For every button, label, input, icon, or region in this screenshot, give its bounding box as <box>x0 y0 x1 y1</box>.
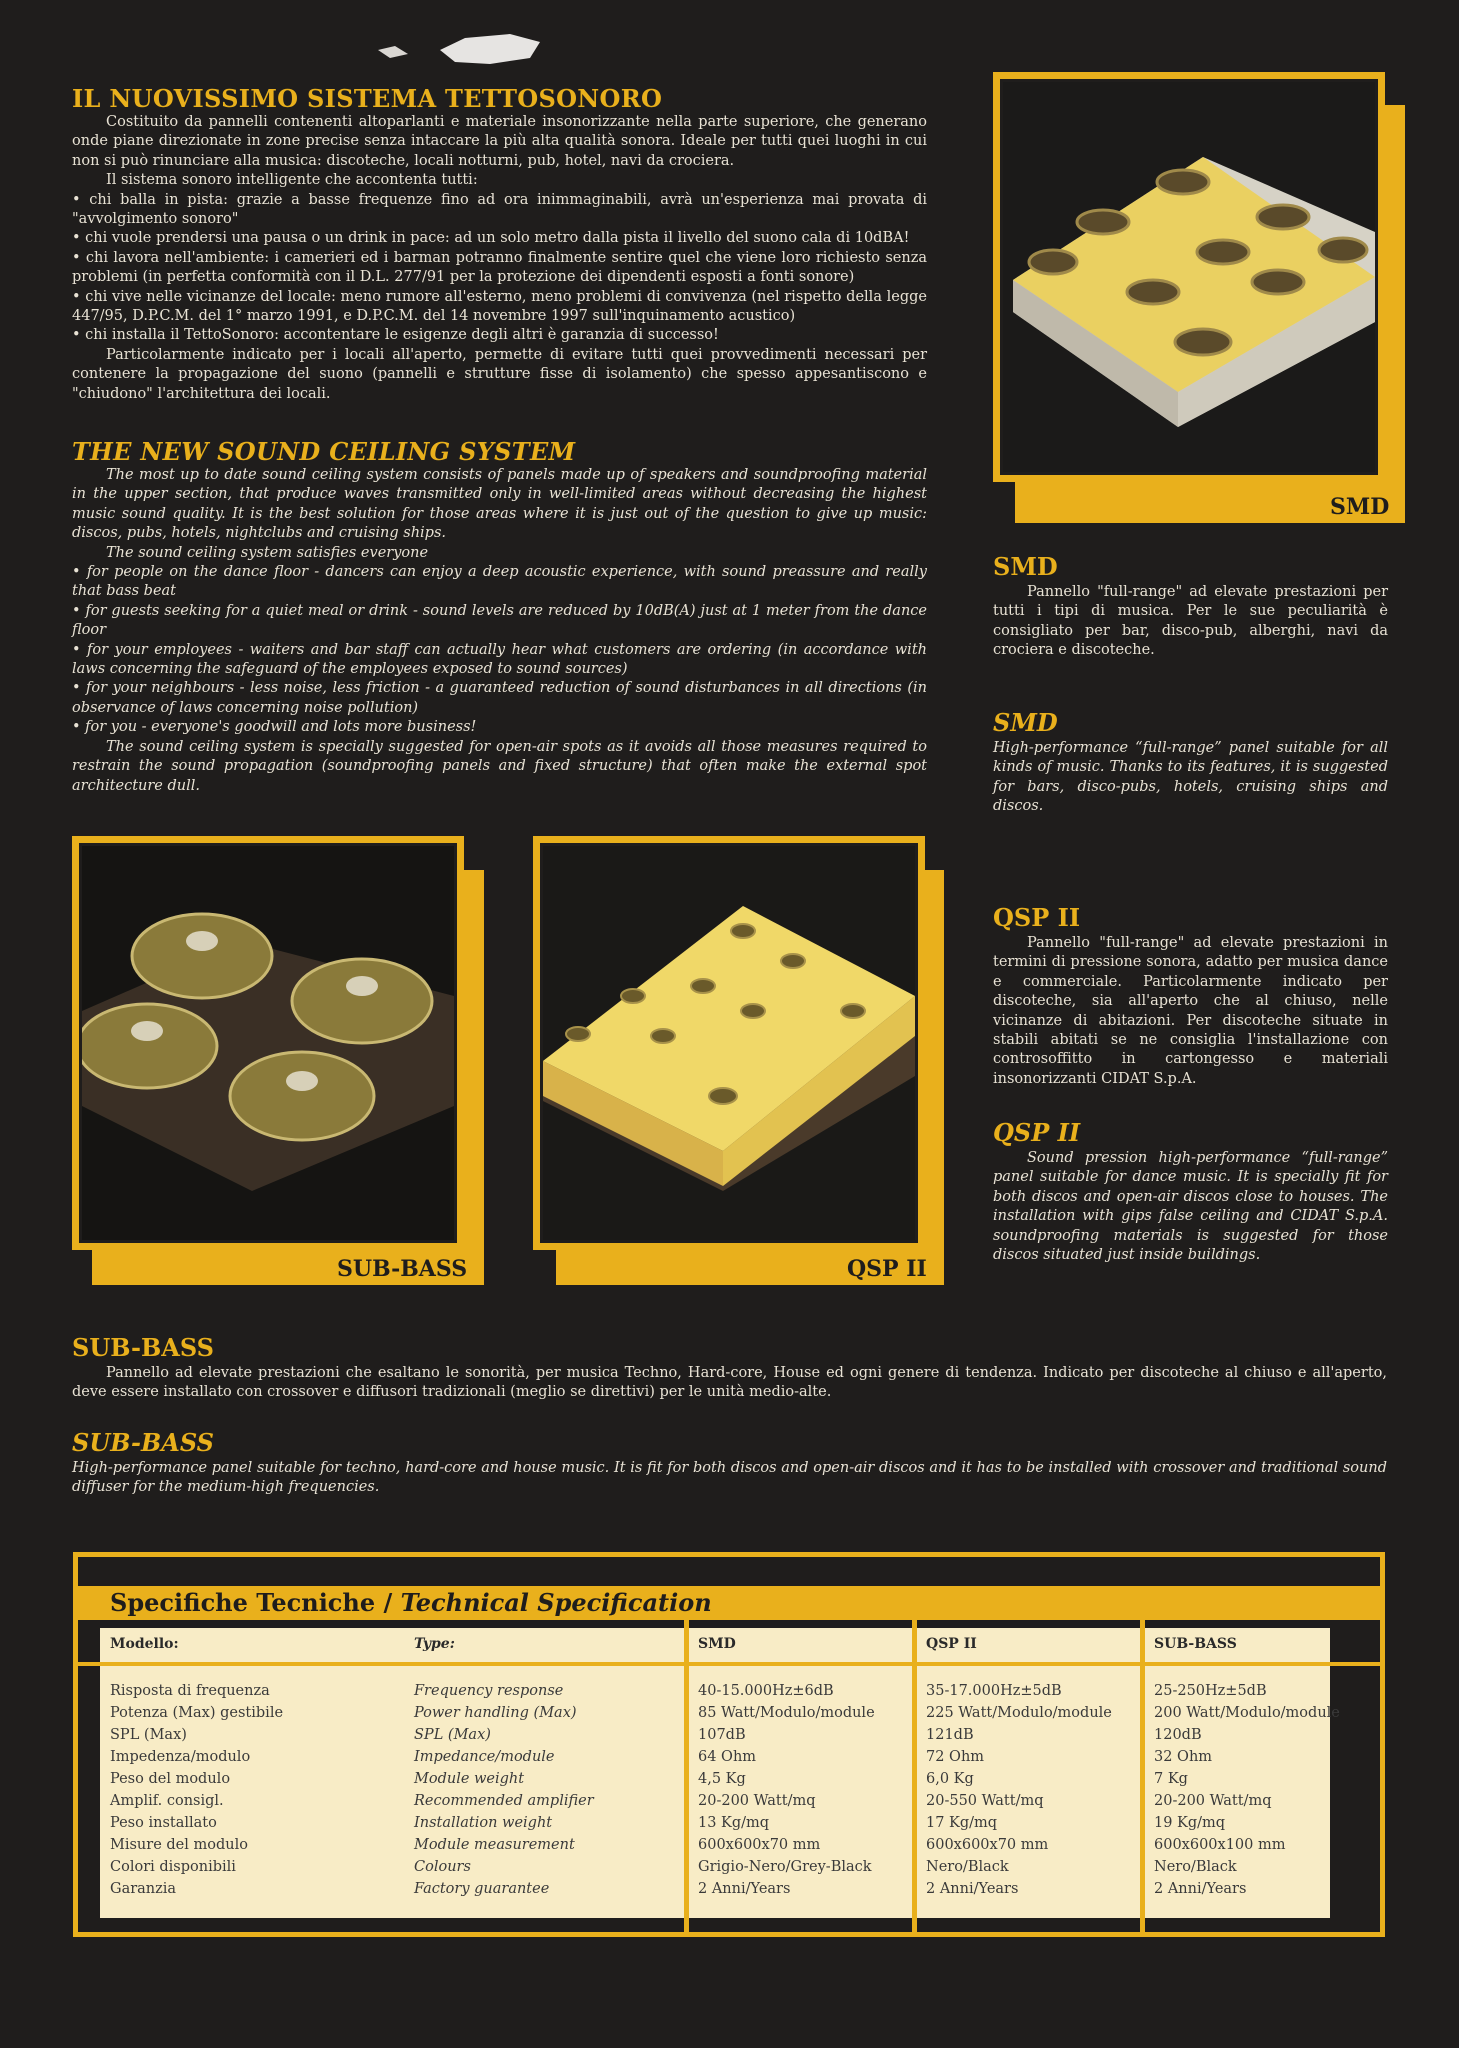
spec-cell: Factory guarantee <box>414 1881 550 1897</box>
spec-cell: Module measurement <box>414 1837 575 1853</box>
qsp-panel-illustration <box>543 846 915 1240</box>
spec-cell: Power handling (Max) <box>414 1705 577 1721</box>
spec-cell: Installation weight <box>414 1815 553 1831</box>
torn-paper-mark <box>370 20 570 80</box>
spec-cell: 85 Watt/Modulo/module <box>698 1705 875 1721</box>
spec-cell: 225 Watt/Modulo/module <box>926 1705 1112 1721</box>
english-lead: The sound ceiling system satisfies everyone <box>106 544 429 561</box>
spec-cell: 17 Kg/mq <box>926 1815 998 1831</box>
italian-intro: Costituito da pannelli contenenti altoparlanti e materiale insonorizzante nella parte superiore, che generano onde piane direzionate in zone precise senza intaccare la più alta qualità sonora. Ideale per tutti quei luoghi in cui non si può rinunciare alla musica: discoteche, locali notturni, pub, hotel, navi da crociera. <box>72 114 927 169</box>
italian-body <box>72 113 927 404</box>
spec-cell: 6,0 Kg <box>926 1771 974 1787</box>
spec-cell: 600x600x100 mm <box>1154 1837 1286 1853</box>
spec-col-smd <box>698 1680 875 1900</box>
english-closing: The sound ceiling system is specially suggested for open-air spots as it avoids all those measures required to restrain the sound propagation (soundproofing panels and fixed structure) that often make the external spot architecture dull. <box>72 738 927 794</box>
smd-english <box>993 708 1388 817</box>
smd-italian-title: SMD <box>993 552 1058 581</box>
subbass-english-title: SUB-BASS <box>72 1428 214 1457</box>
italian-title: IL NUOVISSIMO SISTEMA TETTOSONORO <box>72 84 663 113</box>
spec-cell: 2 Anni/Years <box>698 1881 791 1897</box>
smd-italian <box>993 552 1388 661</box>
italian-lead: Il sistema sonoro intelligente che accontenta tutti: <box>106 172 478 189</box>
smd-italian-text: Pannello "full-range" ad elevate prestazioni per tutti i tipi di musica. Per le sue peculiarità è consigliato per bar, disco-pub, alberghi, navi da crociera e discoteche. <box>993 584 1388 659</box>
smd-english-title: SMD <box>993 708 1058 737</box>
spec-cell: 120dB <box>1154 1727 1202 1743</box>
spec-col-italian <box>110 1680 283 1900</box>
subbass-english <box>72 1428 1387 1498</box>
spec-col-subbass <box>1154 1680 1340 1900</box>
subbass-italian-title: SUB-BASS <box>72 1333 214 1362</box>
qsp-english-text: Sound pression high-performance “full-range” panel suitable for dance music. It is specially fit for both discos and open-air discos close to houses. The installation with gips false ceiling and CIDAT S.p.A. soundproofing materials is suggested for those discos situated just inside buildings. <box>993 1150 1388 1264</box>
english-bullet: • for your neighbours - less noise, less friction - a guaranteed reduction of sound disturbances in all directions (in observance of laws concerning noise pollution) <box>72 679 927 718</box>
spec-cell: 600x600x70 mm <box>926 1837 1049 1853</box>
spec-col-divider <box>912 1620 917 1932</box>
spec-cell: 200 Watt/Modulo/module <box>1154 1705 1340 1721</box>
smd-english-text: High-performance “full-range” panel suitable for all kinds of music. Thanks to its features, it is suggested for bars, disco-pubs, hotels, cruising ships and discos. <box>993 740 1388 815</box>
qsp-italian-title: QSP II <box>993 903 1081 932</box>
spec-cell: 600x600x70 mm <box>698 1837 821 1853</box>
italian-bullet: • chi installa il TettoSonoro: accontentare le esigenze degli altri è garanzia di successo! <box>72 326 927 345</box>
spec-cell: Colours <box>414 1859 471 1875</box>
spec-cell: Impedenza/modulo <box>110 1749 251 1765</box>
english-bullet: • for your employees - waiters and bar staff can actually hear what customers are ordering (in accordance with laws concerning the safeguard of the employees exposed to sound sources) <box>72 641 927 680</box>
spec-col-divider <box>1140 1620 1145 1932</box>
spec-cell: Risposta di frequenza <box>110 1683 270 1699</box>
spec-cell: 64 Ohm <box>698 1749 757 1765</box>
spec-cell: 107dB <box>698 1727 746 1743</box>
subbass-italian-text: Pannello ad elevate prestazioni che esaltano le sonorità, per musica Techno, Hard-core, House ed ogni genere di tendenza. Indicato per discoteche al chiuso e all'aperto, deve essere installato con crossover e diffusori tradizionali (meglio se direttivi) per le unità medio-alte. <box>72 1365 1387 1401</box>
italian-bullet: • chi vive nelle vicinanze del locale: meno rumore all'esterno, meno problemi di convivenza (nel rispetto della legge 447/95, D.P.C.M. del 1° marzo 1991, e D.P.C.M. del 14 novembre 1997 sull'inquinamento acustico) <box>72 288 927 327</box>
spec-header-qsp: QSP II <box>926 1636 977 1652</box>
spec-cell: Grigio-Nero/Grey-Black <box>698 1859 872 1875</box>
italian-bullet: • chi balla in pista: grazie a basse frequenze fino ad ora inimmaginabili, avrà un'esperienza mai provata di "avvolgimento sonoro" <box>72 191 927 230</box>
spec-header-smd: SMD <box>698 1636 736 1652</box>
smd-panel-illustration <box>1003 82 1375 472</box>
spec-cell: Nero/Black <box>926 1859 1009 1875</box>
spec-cell: 35-17.000Hz±5dB <box>926 1683 1062 1699</box>
english-intro: The most up to date sound ceiling system consists of panels made up of speakers and soundproofing material in the upper section, that produce waves transmitted only in well-limited areas without decreasing the highest music sound quality. It is the best solution for those areas where it is just out of the question to give up music: discos, pubs, hotels, nightclubs and cruising ships. <box>72 467 927 542</box>
spec-col-qsp <box>926 1680 1112 1900</box>
english-bullet: • for you - everyone's goodwill and lots more business! <box>72 718 927 737</box>
spec-cell: Recommended amplifier <box>414 1793 594 1809</box>
spec-cell: Garanzia <box>110 1881 177 1897</box>
spec-cell: 40-15.000Hz±6dB <box>698 1683 834 1699</box>
spec-cell: Frequency response <box>414 1683 564 1699</box>
spec-cell: Potenza (Max) gestibile <box>110 1705 284 1721</box>
spec-cell: 19 Kg/mq <box>1154 1815 1226 1831</box>
subbass-panel-illustration <box>82 846 454 1240</box>
spec-cell: 7 Kg <box>1154 1771 1188 1787</box>
qsp-photo-caption: QSP II <box>847 1256 927 1282</box>
spec-cell: 72 Ohm <box>926 1749 985 1765</box>
spec-cell: SPL (Max) <box>414 1727 491 1743</box>
english-bullet: • for guests seeking for a quiet meal or drink - sound levels are reduced by 10dB(A) just at 1 meter from the dance floor <box>72 602 927 641</box>
spec-cell: 32 Ohm <box>1154 1749 1213 1765</box>
spec-cell: Nero/Black <box>1154 1859 1237 1875</box>
qsp-photo <box>543 846 915 1240</box>
spec-cell: Misure del modulo <box>110 1837 248 1853</box>
spec-cell: 2 Anni/Years <box>1154 1881 1247 1897</box>
spec-cell: Peso installato <box>110 1815 217 1831</box>
smd-photo <box>1003 82 1375 472</box>
spec-header-divider <box>78 1662 1380 1666</box>
spec-title-it: Specifiche Tecniche / <box>110 1588 393 1617</box>
spec-cell: 13 Kg/mq <box>698 1815 770 1831</box>
english-intro-section <box>72 437 927 796</box>
spec-cell: Peso del modulo <box>110 1771 231 1787</box>
english-title: THE NEW SOUND CEILING SYSTEM <box>72 437 576 466</box>
italian-intro-section <box>72 84 927 404</box>
spec-cell: Module weight <box>414 1771 525 1787</box>
italian-bullet: • chi lavora nell'ambiente: i camerieri ed i barman potranno finalmente sentire quel che viene loro richiesto senza problemi (in perfetta conformità con il D.L. 277/91 per la protezione dei dipendenti esposti a fonti sonore) <box>72 249 927 288</box>
spec-cell: 121dB <box>926 1727 974 1743</box>
spec-header-subbass: SUB-BASS <box>1154 1636 1237 1652</box>
spec-cell: 25-250Hz±5dB <box>1154 1683 1267 1699</box>
qsp-italian-text: Pannello "full-range" ad elevate prestazioni in termini di pressione sonora, adatto per musica dance e commerciale. Particolarmente indicato per discoteche, sia all'aperto che al chiuso, nelle vicinanze di abitazioni. Per discoteche situate in stabili abitati se ne consiglia l'installazione con controsoffitto in cartongesso e materiali insonorizzanti CIDAT S.p.A. <box>993 935 1388 1087</box>
subbass-photo-caption: SUB-BASS <box>337 1256 468 1282</box>
spec-title-en: Technical Specification <box>400 1588 712 1617</box>
italian-bullet: • chi vuole prendersi una pausa o un drink in pace: ad un solo metro dalla pista il livello del suono cala di 10dBA! <box>72 229 927 248</box>
spec-cell: 2 Anni/Years <box>926 1881 1019 1897</box>
subbass-photo <box>82 846 454 1240</box>
spec-cell: 20-200 Watt/mq <box>698 1793 816 1809</box>
qsp-english-title: QSP II <box>993 1118 1081 1147</box>
english-body <box>72 466 927 796</box>
spec-cell: SPL (Max) <box>110 1727 187 1743</box>
spec-cell: Colori disponibili <box>110 1859 236 1875</box>
english-bullet: • for people on the dance floor - dancers can enjoy a deep acoustic experience, with sound preassure and really that bass beat <box>72 563 927 602</box>
smd-photo-caption: SMD <box>1330 494 1390 520</box>
spec-header-model: Modello: <box>110 1636 179 1652</box>
spec-cell: 4,5 Kg <box>698 1771 746 1787</box>
subbass-italian <box>72 1333 1387 1403</box>
subbass-english-text: High-performance panel suitable for techno, hard-core and house music. It is fit for both discos and open-air discos and it has to be installed with crossover and traditional sound diffuser for the medium-high frequencies. <box>72 1460 1387 1496</box>
spec-cell: Impedance/module <box>414 1749 555 1765</box>
spec-title <box>110 1586 712 1620</box>
spec-cell: 20-550 Watt/mq <box>926 1793 1044 1809</box>
spec-header-type: Type: <box>414 1636 455 1652</box>
qsp-italian <box>993 903 1388 1089</box>
spec-cell: 20-200 Watt/mq <box>1154 1793 1272 1809</box>
spec-col-english <box>414 1680 594 1900</box>
italian-closing: Particolarmente indicato per i locali all'aperto, permette di evitare tutti quei provvedimenti necessari per contenere la propagazione del suono (pannelli e strutture fisse di isolamento) che spesso appesantiscono e "chiudono" l'architettura dei locali. <box>72 346 927 402</box>
spec-col-divider <box>684 1620 689 1932</box>
qsp-english <box>993 1118 1388 1265</box>
spec-cell: Amplif. consigl. <box>110 1793 224 1809</box>
